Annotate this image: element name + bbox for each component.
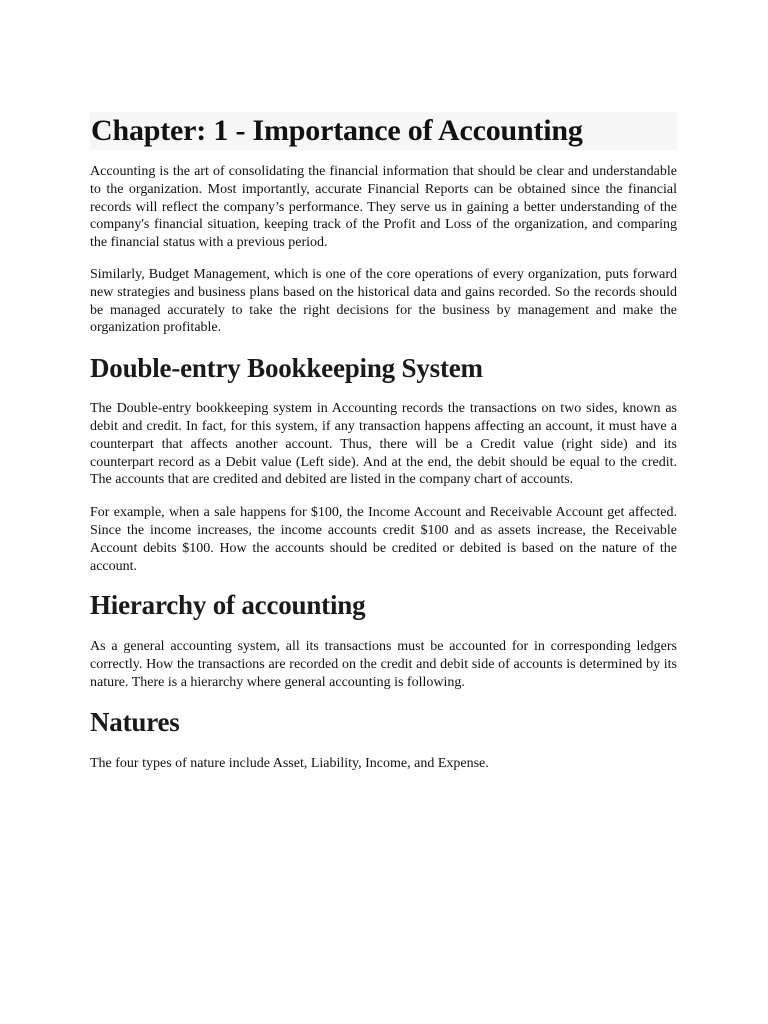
section-heading-hierarchy: Hierarchy of accounting (90, 590, 366, 621)
double-entry-paragraph-1: The Double-entry bookkeeping system in Accounting records the transactions on two sides, known as debit and credit. In fact, for this system, if any transaction happens affecting an account, it must have a counterpart that affects another account. Thus, there will be a Credit value (right side) and its counterpart record as a Debit value (Left side). And at the end, the debit should be equal to the credit. The accounts that are credited and debited are listed in the company chart of accounts. (90, 401, 677, 488)
chapter-title: Chapter: 1 - Importance of Accounting (90, 112, 677, 150)
section-heading-double-entry: Double-entry Bookkeeping System (90, 353, 483, 384)
document-page (90, 112, 677, 773)
hierarchy-paragraph: As a general accounting system, all its transactions must be accounted for in corresponding ledgers correctly. How the transactions are recorded on the credit and debit side of accounts is determined by its nature. There is a hierarchy where general accounting is following. (90, 639, 677, 690)
intro-paragraph-2: Similarly, Budget Management, which is one of the core operations of every organization, puts forward new strategies and business plans based on the historical data and gains recorded. So the records should be managed accurately to take the right decisions for the business by management and make the organization profitable. (90, 266, 677, 336)
section-heading-natures: Natures (90, 706, 180, 737)
intro-paragraph-1: Accounting is the art of consolidating the financial information that should be clear and understandable to the organization. Most importantly, accurate Financial Reports can be obtained since the financial records will reflect the company’s performance. They serve us in gaining a better understanding of the company's financial situation, keeping track of the Profit and Loss of the organization, and comparing the financial status with a previous period. (90, 164, 677, 251)
double-entry-paragraph-2: For example, when a sale happens for $100, the Income Account and Receivable Account get affected. Since the income increases, the income accounts credit $100 and as assets increase, the Receivable Account debits $100. How the accounts should be credited or debited is based on the nature of the account. (90, 505, 677, 574)
natures-paragraph: The four types of nature include Asset, Liability, Income, and Expense. (90, 755, 489, 771)
